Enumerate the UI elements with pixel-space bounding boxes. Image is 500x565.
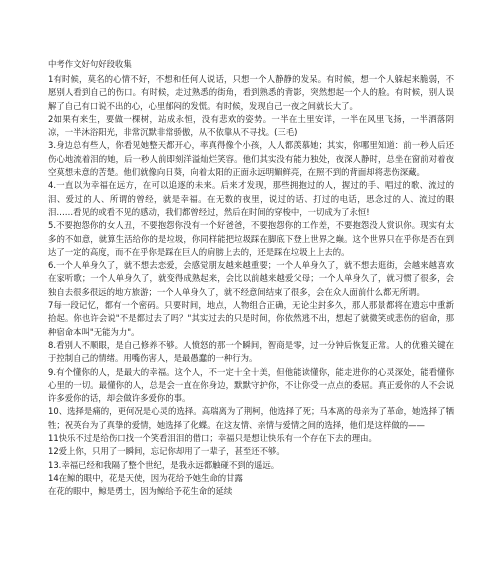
paragraph-7: 7每一段记忆，都有一个密码。只要时间，地点，人物组合正确，无论尘封多久，那人那景都将在遗忘中重新拾起。你也许会说"不是都过去了吗？"其实过去的只是时间，你依然逃不出，想起了就微笑或悲伤的宿命，那种宿命本叫"无能为力"。	[48, 300, 454, 337]
paragraph-1: 1有时候，莫名的心情不好，不想和任何人说话，只想一个人静静的发呆。有时候，想一个人躲起来脆弱，不愿别人看到自己的伤口。有时候，走过熟悉的街角，看到熟悉的背影，突然想起一个人的脸。有时候，别人误解了自己有口说不出的心，心里郁闷的发慌。有时候，发现自己一夜之间就长大了。	[48, 74, 454, 111]
document-body	[48, 58, 454, 499]
paragraph-13: 13.幸福已经和我隔了整个世纪，是我永远都触碰不到的遥远。	[48, 459, 280, 470]
paragraph-14: 14在鲸的眼中，花是天使，因为花给予她生命的甘露	[48, 472, 243, 483]
paragraph-6: 6.一个人单身久了，就不想去恋爱，会感觉朋友越来越重要；一个人单身久了，就不想去逛街，会越来越喜欢在家听歌；一个人单身久了，就变得成熟起来，会比以前越来越爱父母；一个人单身久了，就习惯了很多，会独自去很多很远的地方旅游；一个人单身久了，就不经意间结束了很多，会在众人面前什么都无所谓。	[48, 260, 454, 297]
paragraph-5: 5.不要抱怨你的女人丑，不要抱怨你没有一个好爸爸，不要抱怨你的工作差，不要抱怨没人赏识你。现实有太多的不如意，就算生活给你的是垃圾，你同样能把垃圾踩在脚底下登上世界之巅。这个世界只在乎你是否在到达了一定的高度，而不在乎你是踩在巨人的肩膀上去的，还是踩在垃圾上上去的。	[48, 220, 454, 257]
paragraph-cutoff: 在花的眼中，鲸是勇士，因为鲸给予花生命的延续	[48, 486, 233, 497]
paragraph-10: 10、选择是痛的，更何况是心灵的选择。高瑞离为了荆柯，他选择了死；马本离的母亲为了革命，她选择了牺牲；祝英台为了真挚的爱情，她选择了化蝶。在这友情、亲情与爱情之间的选择，他们是这样做的——	[48, 406, 454, 430]
paragraph-3: 3.身边总有些人，你看见她整天都开心，率真得像个小孩，人人都羡慕她；其实，你哪里知道：前一秒人后还伤心地流着泪的她，后一秒人前即刻洋溢灿烂笑容。他们其实没有能力独处，夜深人静时，总坐在窗前对着夜空莫想未意的苦楚。他们就像向日葵，向着太阳的正面永远明媚鲜亮，在照不到的背面却将悲伤深藏。	[48, 140, 454, 178]
paragraph-9: 9.有个懂你的人，是最大的幸福。这个人，不一定十全十美，但他能读懂你，能走进你的心灵深处，能看懂你心里的一切。最懂你的人，总是会一直在你身边，默默守护你，不让你受一点点的委屈。真正爱你的人不会说许多爱你的话，却会做许多爱你的事。	[48, 366, 454, 404]
document-title: 中考作文好句好段收集	[48, 59, 132, 69]
paragraph-4: 4.一直以为幸福在远方，在可以追逐的未来。后来才发现，那些拥抱过的人，握过的手、唱过的歌、流过的泪、爱过的人、所谓的曾经，就是幸福。在无数的夜里，说过的话、打过的电话，思念过的人、流过的眼泪……看见的或看不见的感动，我们都曾经过，然后在时间的穿梭中，一切成为了永恒!	[48, 180, 454, 217]
paragraph-11: 11快乐不过是给伤口找一个笑看泪泪的借口；幸福只是想让快乐有一个存在下去的理由。	[48, 433, 377, 444]
paragraph-8: 8.看别人不顺眼，是自己修养不够。人愤怒的那一个瞬间，智商是零，过一分钟后恢复正常。人的优雅关键在于控制自己的情绪。用嘴伤害人，是最愚蠢的一种行为。	[48, 339, 454, 364]
paragraph-12: 12爱上你，只用了一瞬间，忘记你却用了一辈子，甚至还不够。	[48, 446, 285, 457]
paragraph-2: 2如果有来生，要做一棵树，站成永恒，没有悲欢的姿势。一半在土里安详，一半在风里飞扬，一半洒落阴凉，一半沐浴阳光，非常沉默非常骄傲，从不依靠从不寻找。(三毛)	[48, 113, 454, 138]
